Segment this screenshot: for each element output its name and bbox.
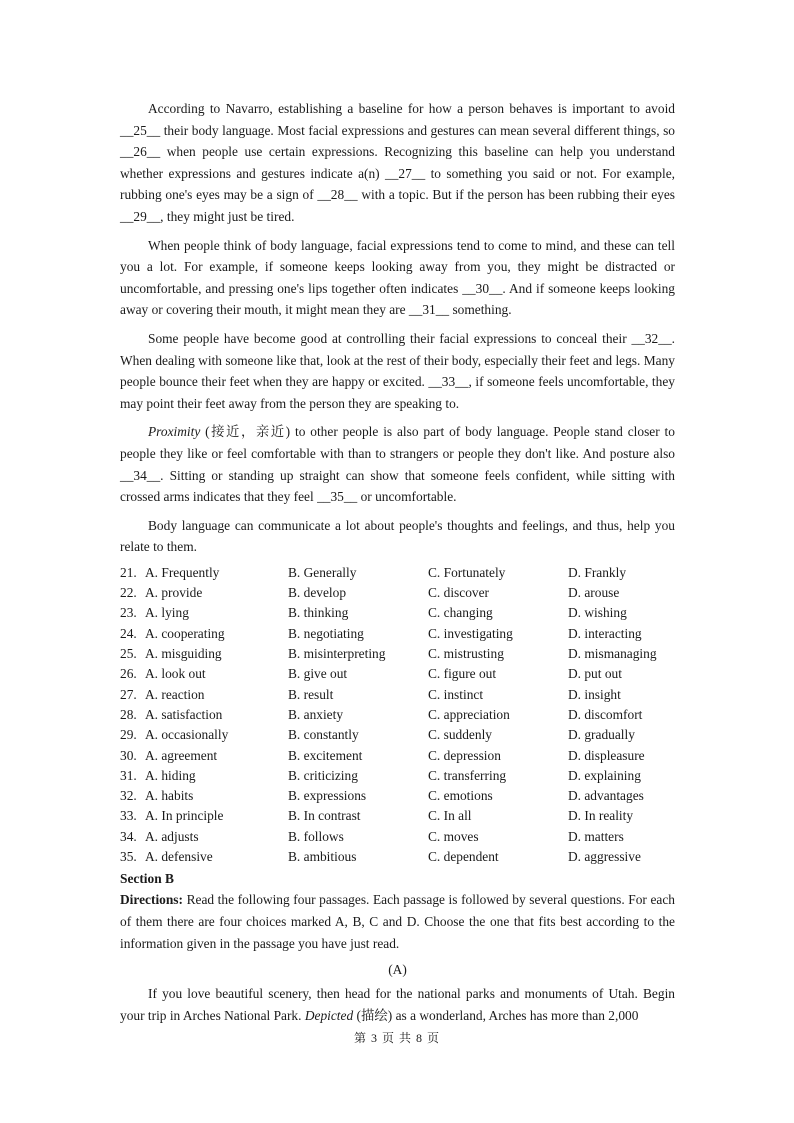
option-c: C. investigating [428,625,513,641]
question-number: 29. [120,727,137,743]
question-number: 21. [120,564,137,580]
option-d: D. displeasure [568,747,645,763]
option-b: B. result [288,686,334,702]
option-d: D. put out [568,666,622,682]
option-row [120,786,675,806]
section-title: Section B [120,871,174,887]
question-number: 24. [120,625,137,641]
option-d: D. gradually [568,727,635,743]
option-c: C. suddenly [428,727,492,743]
option-row [120,603,675,623]
option-d: D. wishing [568,605,627,621]
option-a: A. habits [145,788,194,804]
option-a: A. look out [145,666,206,682]
question-number: 33. [120,808,137,824]
option-d: D. aggressive [568,849,641,865]
option-c: C. depression [428,747,501,763]
option-row [120,563,675,583]
page-content [120,98,675,1033]
option-b: B. develop [288,585,347,601]
option-b: B. criticizing [288,767,358,783]
option-b: B. give out [288,666,348,682]
option-b: B. ambitious [288,849,357,865]
chinese-gloss: (接近，亲近) [200,424,291,440]
option-a: A. defensive [145,849,213,865]
option-a: A. provide [145,585,203,601]
option-row [120,806,675,826]
option-b: B. In contrast [288,808,361,824]
option-row [120,664,675,684]
option-row [120,847,675,867]
question-number: 32. [120,788,137,804]
option-row [120,685,675,705]
option-row [120,766,675,786]
passage-paragraph-3: Some people have become good at controlling their facial expressions to conceal their __32__. When dealing with someone like that, look at the rest of their body, especially their feet and legs. Many people bounce their feet when they are happy or excited. __33__, if someone feels uncomfortable, they may point their feet away from the person they are speaking to. [120,330,675,411]
option-row [120,583,675,603]
question-number: 34. [120,828,137,844]
question-number: 26. [120,666,137,682]
question-number: 27. [120,686,137,702]
option-a: A. adjusts [145,828,199,844]
option-c: C. In all [428,808,472,824]
option-d: D. mismanaging [568,646,657,662]
option-row [120,746,675,766]
option-b: B. anxiety [288,706,344,722]
option-a: A. occasionally [145,727,229,743]
option-a: A. lying [145,605,189,621]
option-d: D. arouse [568,585,620,601]
question-number: 31. [120,767,137,783]
option-c: C. moves [428,828,479,844]
option-b: B. follows [288,828,344,844]
italic-term: Depicted [304,1007,354,1023]
passage-paragraph-4: Proximity (接近，亲近) to other people is also part of body language. People stand closer to people they like or feel comfortable with than to strangers or people they don't like. And posture also __34__. Sitting or standing up straight can show that someone feels confident, while sitting with crossed arms indicates that they feel __35__ or uncomfortable. [120,424,675,505]
option-b: B. negotiating [288,625,364,641]
option-c: C. transferring [428,767,507,783]
question-number: 22. [120,585,137,601]
option-b: B. Generally [288,564,357,580]
option-c: C. dependent [428,849,499,865]
option-c: C. mistrusting [428,646,504,662]
option-row [120,705,675,725]
option-d: D. In reality [568,808,634,824]
option-b: B. misinterpreting [288,646,386,662]
option-a: A. misguiding [145,646,222,662]
question-number: 28. [120,706,137,722]
option-b: B. thinking [288,605,349,621]
option-c: C. changing [428,605,493,621]
option-row [120,725,675,745]
option-d: D. Frankly [568,564,627,580]
option-d: D. insight [568,686,621,702]
question-number: 35. [120,849,137,865]
option-d: D. interacting [568,625,642,641]
italic-term: Proximity [148,424,201,440]
option-a: A. Frequently [145,564,220,580]
option-b: B. constantly [288,727,359,743]
option-c: C. figure out [428,666,497,682]
option-d: D. discomfort [568,706,643,722]
directions-label: Directions: [120,892,183,908]
option-c: C. discover [428,585,489,601]
option-d: D. advantages [568,788,644,804]
question-number: 25. [120,646,137,662]
passage-paragraph-5: Body language can communicate a lot about people's thoughts and feelings, and thus, help you relate to them. [120,517,675,555]
passage-a-title: (A) [388,962,407,978]
option-d: D. matters [568,828,624,844]
option-a: A. agreement [145,747,218,763]
option-a: A. satisfaction [145,706,223,722]
option-c: C. Fortunately [428,564,506,580]
option-d: D. explaining [568,767,641,783]
question-number: 30. [120,747,137,763]
option-a: A. hiding [145,767,196,783]
option-row [120,624,675,644]
option-a: A. reaction [145,686,205,702]
directions: Directions: Read the following four passages. Each passage is followed by several questions. For each of them there are four choices marked A, B, C and D. Choose the one that fits best according to the information given in the passage you have just read. [120,892,675,951]
option-a: A. cooperating [145,625,225,641]
passage-paragraph-2: When people think of body language, facial expressions tend to come to mind, and these can tell you a lot. For example, if someone keeps looking away from you, they might be distracted or uncomfortable, and pressing one's lips together often indicates __30__. And if someone keeps looking away or covering their mouth, it might mean they are __31__ something. [120,237,675,318]
passage-paragraph-1: According to Navarro, establishing a baseline for how a person behaves is important to avoid __25__ their body language. Most facial expressions and gestures can mean several different things, so __26__ when people use certain expressions. Recognizing this baseline can help you understand whether expressions and gestures indicate a(n) __27__ to something you said or not. For example, rubbing one's eyes may be a sign of __28__ with a topic. But if the person has been rubbing their eyes __29__, they might just be tired. [120,101,675,224]
question-number: 23. [120,605,137,621]
option-b: B. excitement [288,747,363,763]
chinese-gloss: (描绘) [353,1007,393,1023]
page-footer: 第 3 页 共 8 页 [353,1031,440,1045]
option-c: C. instinct [428,686,484,702]
option-row [120,827,675,847]
option-b: B. expressions [288,788,367,804]
passage-a-paragraph: If you love beautiful scenery, then head for the national parks and monuments of Utah. Begin your trip in Arches National Park. Depicted (描绘) as a wonderland, Arches has more than 2,000 [120,986,675,1023]
option-c: C. appreciation [428,706,510,722]
option-c: C. emotions [428,788,493,804]
options-table [120,563,675,867]
option-a: A. In principle [145,808,224,824]
option-row [120,644,675,664]
